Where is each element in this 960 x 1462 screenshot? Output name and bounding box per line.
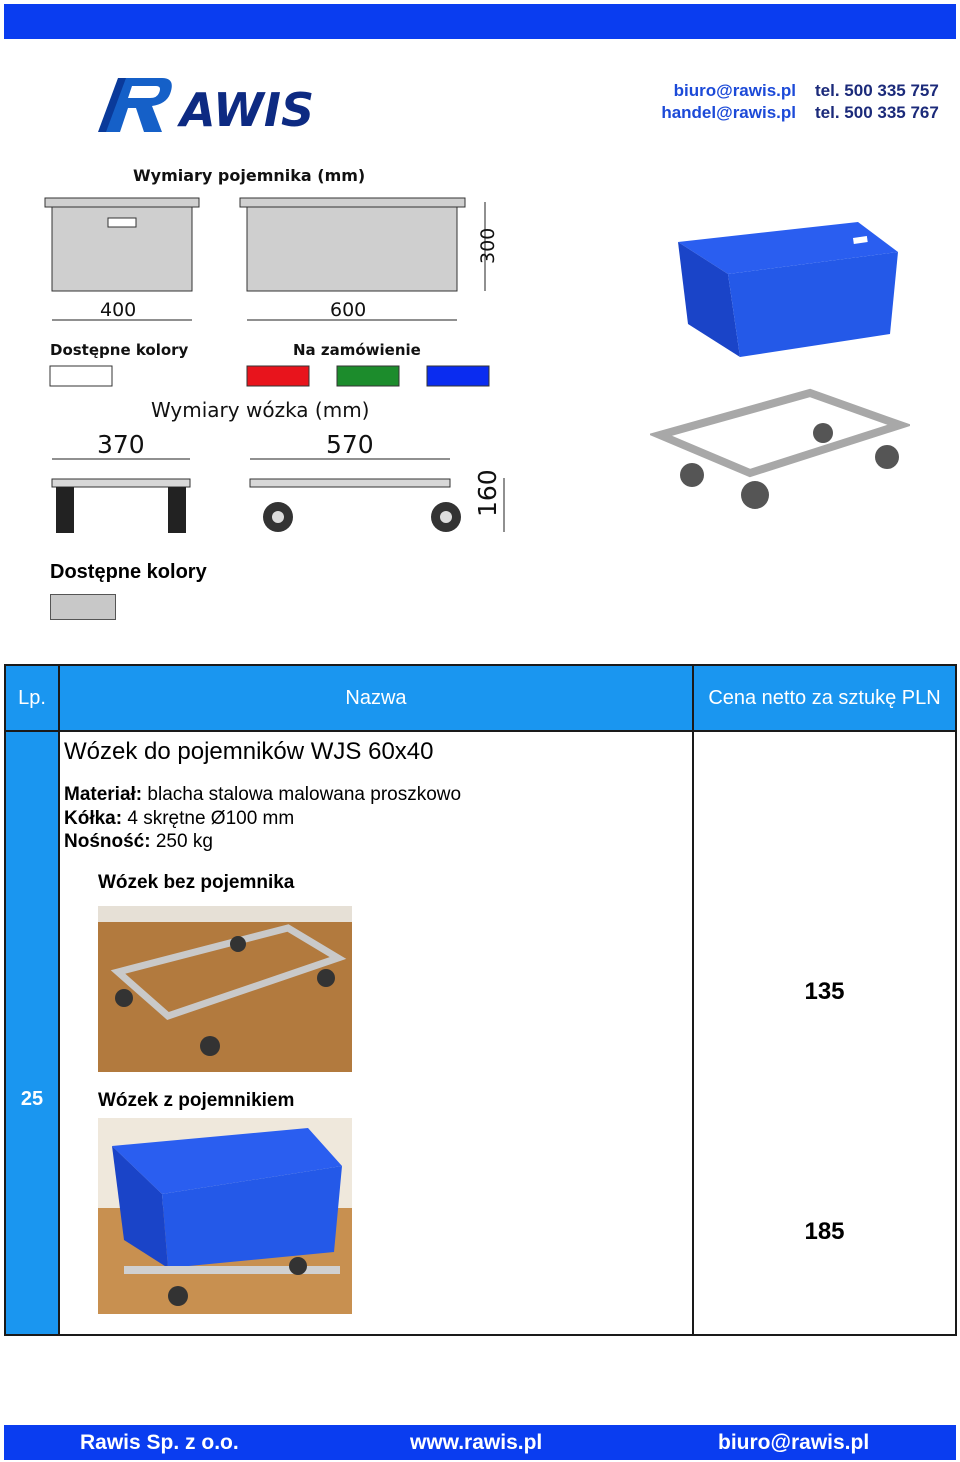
container-length: 600	[330, 299, 367, 321]
contact-emails	[646, 80, 796, 124]
trolley-photo	[650, 385, 910, 520]
phone-2: tel. 500 335 767	[815, 103, 939, 122]
container-dims-title: Wymiary pojemnika (mm)	[133, 166, 366, 185]
trolley-height: 160	[473, 469, 502, 517]
container-photo	[668, 212, 908, 362]
trolley-without-container-photo	[98, 906, 352, 1072]
swatch-white	[50, 366, 112, 386]
swatch-red	[247, 366, 309, 386]
rawis-logo	[96, 72, 388, 136]
trolley-width: 370	[97, 430, 145, 459]
available-colors-label-1: Dostępne kolory	[50, 341, 189, 359]
variant1-label: Wózek bez pojemnika	[98, 872, 295, 893]
header-lp: Lp.	[6, 666, 58, 730]
header-price: Cena netto za sztukę PLN	[694, 666, 955, 730]
product-title: Wózek do pojemników WJS 60x40	[64, 738, 434, 765]
variant1-price: 135	[804, 978, 845, 1005]
email-biuro[interactable]: biuro@rawis.pl	[673, 81, 796, 100]
available-colors-label: Dostępne kolory	[50, 561, 207, 583]
spec-capacity-label: Nośność:	[64, 831, 151, 852]
row-number: 25	[20, 1088, 44, 1110]
lp-column	[6, 732, 58, 1334]
spec-wheels	[64, 808, 294, 830]
on-order-label: Na zamówienie	[293, 341, 421, 359]
footer-bar	[4, 1425, 956, 1460]
container-height: 300	[477, 227, 499, 264]
spec-wheels-value: 4 skrętne Ø100 mm	[122, 808, 295, 829]
col-divider-1	[58, 666, 60, 1334]
variant2-label: Wózek z pojemnikiem	[98, 1090, 295, 1111]
trolley-length: 570	[326, 430, 374, 459]
variant2-price: 185	[804, 1218, 845, 1245]
trolley-with-container-photo	[98, 1118, 352, 1314]
spec-capacity	[64, 831, 213, 853]
contact-phones	[815, 80, 939, 124]
swatch-green	[337, 366, 399, 386]
technical-drawings	[40, 160, 520, 540]
phone-1: tel. 500 335 757	[815, 81, 939, 100]
header-divider	[6, 730, 955, 732]
svg-text:AWIS: AWIS	[180, 83, 315, 136]
trolley-dims-title: Wymiary wózka (mm)	[151, 398, 370, 422]
spec-capacity-value: 250 kg	[150, 831, 213, 852]
spec-material	[64, 784, 461, 806]
header-name: Nazwa	[60, 666, 692, 730]
email-handel[interactable]: handel@rawis.pl	[661, 103, 796, 122]
footer-email[interactable]: biuro@rawis.pl	[718, 1431, 870, 1454]
price-table	[4, 664, 957, 1336]
container-width: 400	[100, 299, 137, 321]
spec-wheels-label: Kółka:	[64, 808, 123, 829]
footer-company: Rawis Sp. z o.o.	[80, 1431, 239, 1454]
footer-website[interactable]: www.rawis.pl	[410, 1431, 543, 1454]
spec-material-label: Materiał:	[64, 784, 143, 805]
swatch-blue	[427, 366, 489, 386]
top-banner	[4, 4, 956, 39]
swatch-grey	[50, 594, 116, 620]
spec-material-value: blacha stalowa malowana proszkowo	[142, 784, 462, 805]
